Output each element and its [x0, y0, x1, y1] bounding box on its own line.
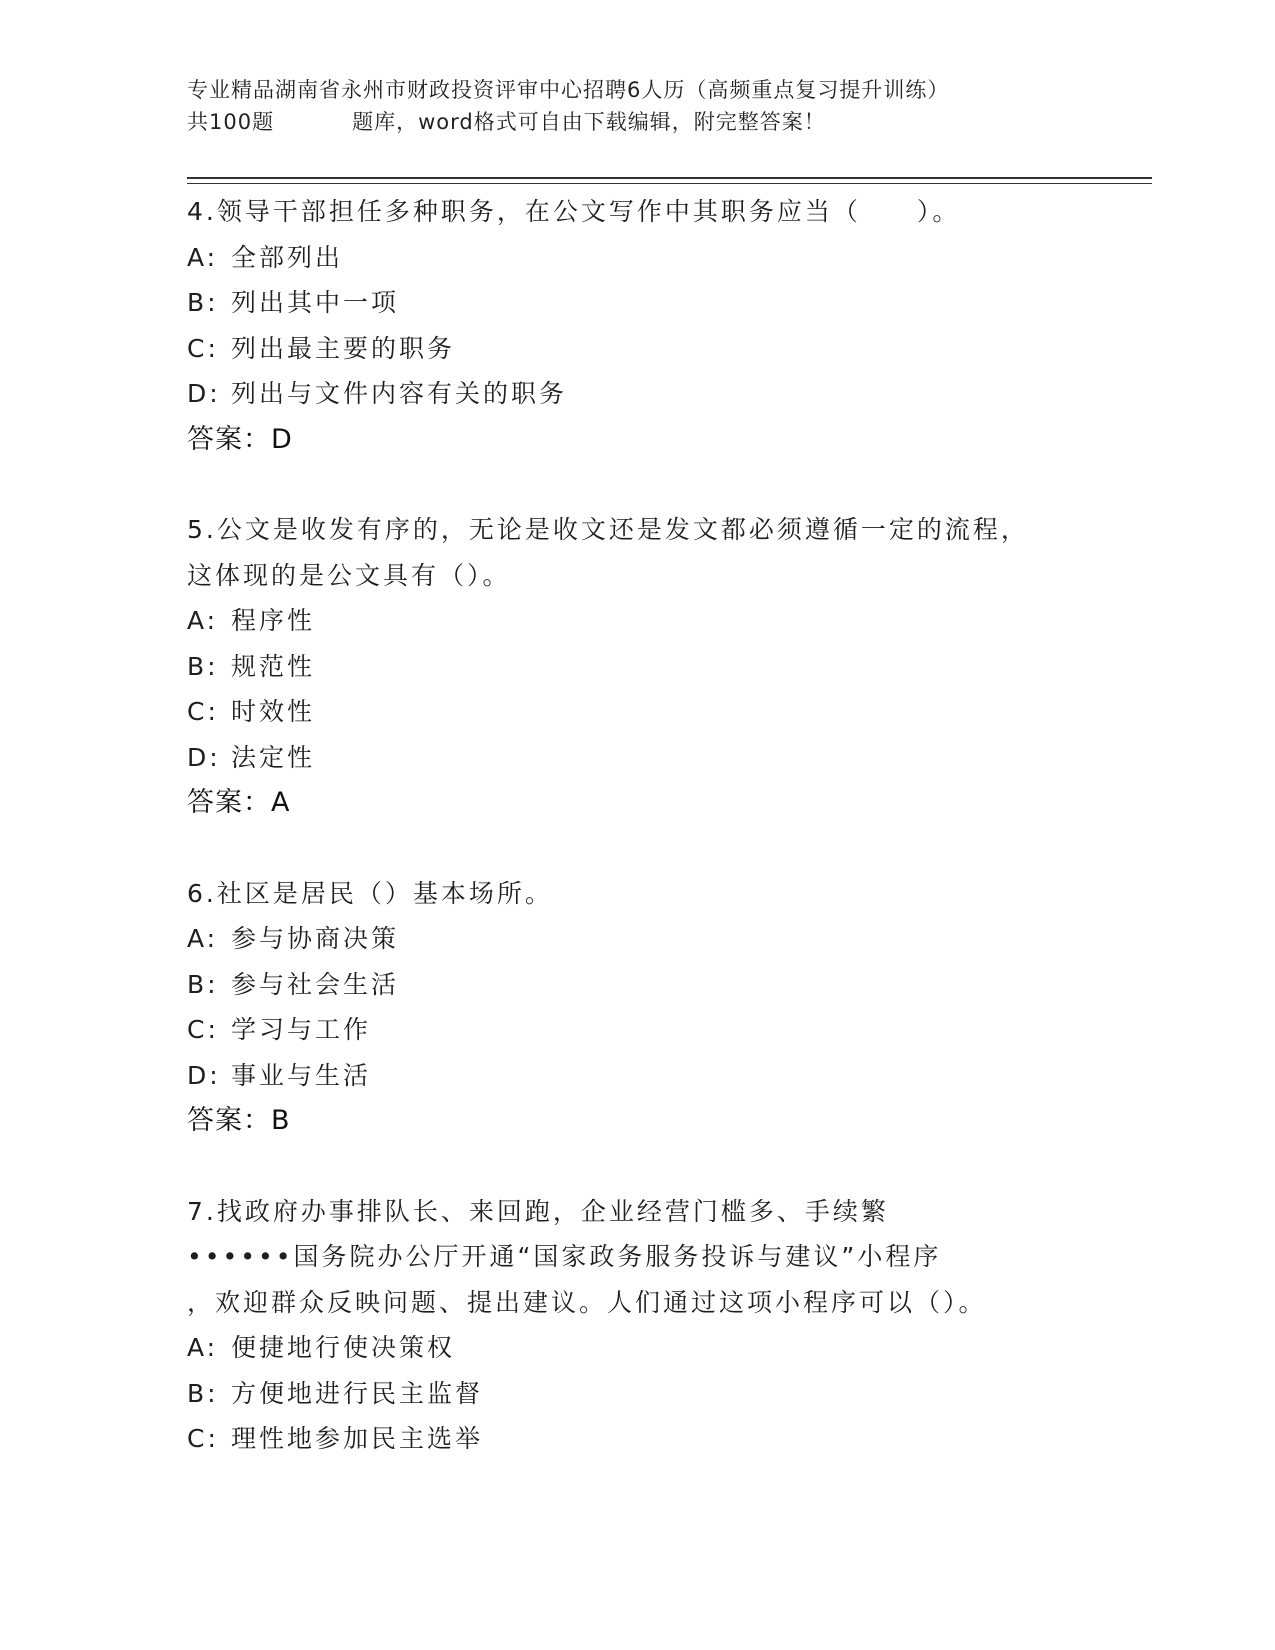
option-b: [187, 644, 1087, 690]
option-b: [187, 280, 1087, 326]
option-c: [187, 689, 1087, 735]
option-letter: A:: [187, 242, 219, 272]
option-letter: B:: [187, 288, 219, 317]
option-text: 学习与工作: [231, 1015, 372, 1044]
option-letter: A:: [187, 606, 219, 635]
answer-line: 答案：D: [187, 423, 293, 455]
option-letter: C:: [187, 697, 219, 726]
option-letter: B:: [187, 651, 219, 681]
option-b: [187, 1371, 1087, 1417]
option-letter: B:: [187, 969, 219, 999]
header-divider-thin: [187, 183, 1152, 184]
option-text: 法定性: [231, 742, 316, 772]
option-letter: A:: [187, 1333, 219, 1362]
header-divider-thick: [187, 177, 1152, 179]
option-c: [187, 1007, 1087, 1053]
option-letter: D:: [187, 1060, 221, 1090]
option-letter: C:: [187, 1015, 219, 1044]
header-subtitle-line: [187, 106, 1087, 138]
question-stem: 5.公文是收发有序的，无论是收文还是发文都必须遵循一定的流程，: [187, 515, 1029, 544]
option-a: [187, 598, 1087, 644]
option-a: [187, 1325, 1087, 1371]
question-6: [187, 871, 1087, 1144]
option-a: [187, 235, 1087, 281]
option-letter: D:: [187, 742, 221, 772]
question-stem: 6.社区是居民（）基本场所。: [187, 878, 553, 908]
option-text: 参与社会生活: [231, 969, 400, 999]
option-letter: C:: [187, 333, 219, 363]
question-stem-continued: ，欢迎群众反映问题、提出建议。人们通过这项小程序可以（）。: [187, 1287, 987, 1317]
answer-line: 答案：B: [187, 1105, 291, 1136]
option-text: 便捷地行使决策权: [231, 1333, 456, 1362]
question-7: [187, 1189, 1087, 1462]
option-a: [187, 916, 1087, 962]
option-text: 方便地进行民主监督: [231, 1378, 484, 1408]
option-b: [187, 962, 1087, 1008]
question-4: [187, 189, 1087, 462]
document-header: [187, 74, 1087, 138]
header-count: 共100题: [187, 110, 275, 134]
header-description: 题库，word格式可自由下载编辑，附完整答案！: [352, 110, 826, 134]
option-text: 参与协商决策: [231, 924, 400, 953]
option-text: 规范性: [231, 651, 316, 681]
question-stem-continued: ••••••国务院办公厅开通“国家政务服务投诉与建议”小程序: [187, 1242, 942, 1271]
option-letter: B:: [187, 1378, 219, 1408]
option-text: 理性地参加民主选举: [231, 1424, 484, 1453]
option-text: 列出最主要的职务: [231, 333, 456, 363]
option-c: [187, 326, 1087, 372]
question-list: [187, 189, 1087, 1462]
question-5: [187, 507, 1087, 826]
option-text: 列出其中一项: [231, 288, 400, 317]
option-text: 全部列出: [231, 242, 344, 272]
option-d: [187, 371, 1087, 417]
option-letter: C:: [187, 1424, 219, 1453]
option-d: [187, 1053, 1087, 1099]
question-stem: 7.找政府办事排队长、来回跑，企业经营门槛多、手续繁: [187, 1196, 889, 1226]
option-d: [187, 735, 1087, 781]
option-text: 列出与文件内容有关的职务: [231, 379, 568, 408]
header-title-line: 专业精品湖南省永州市财政投资评审中心招聘6人历（高频重点复习提升训练）: [187, 78, 950, 102]
option-letter: D:: [187, 379, 221, 408]
question-stem: 4.领导干部担任多种职务，在公文写作中其职务应当（ ）。: [187, 197, 961, 226]
option-c: [187, 1416, 1087, 1462]
option-letter: A:: [187, 924, 219, 953]
question-stem-continued: 这体现的是公文具有（）。: [187, 560, 511, 590]
option-text: 时效性: [231, 697, 316, 726]
option-text: 事业与生活: [231, 1060, 372, 1090]
answer-line: 答案：A: [187, 787, 291, 818]
option-text: 程序性: [231, 606, 316, 635]
